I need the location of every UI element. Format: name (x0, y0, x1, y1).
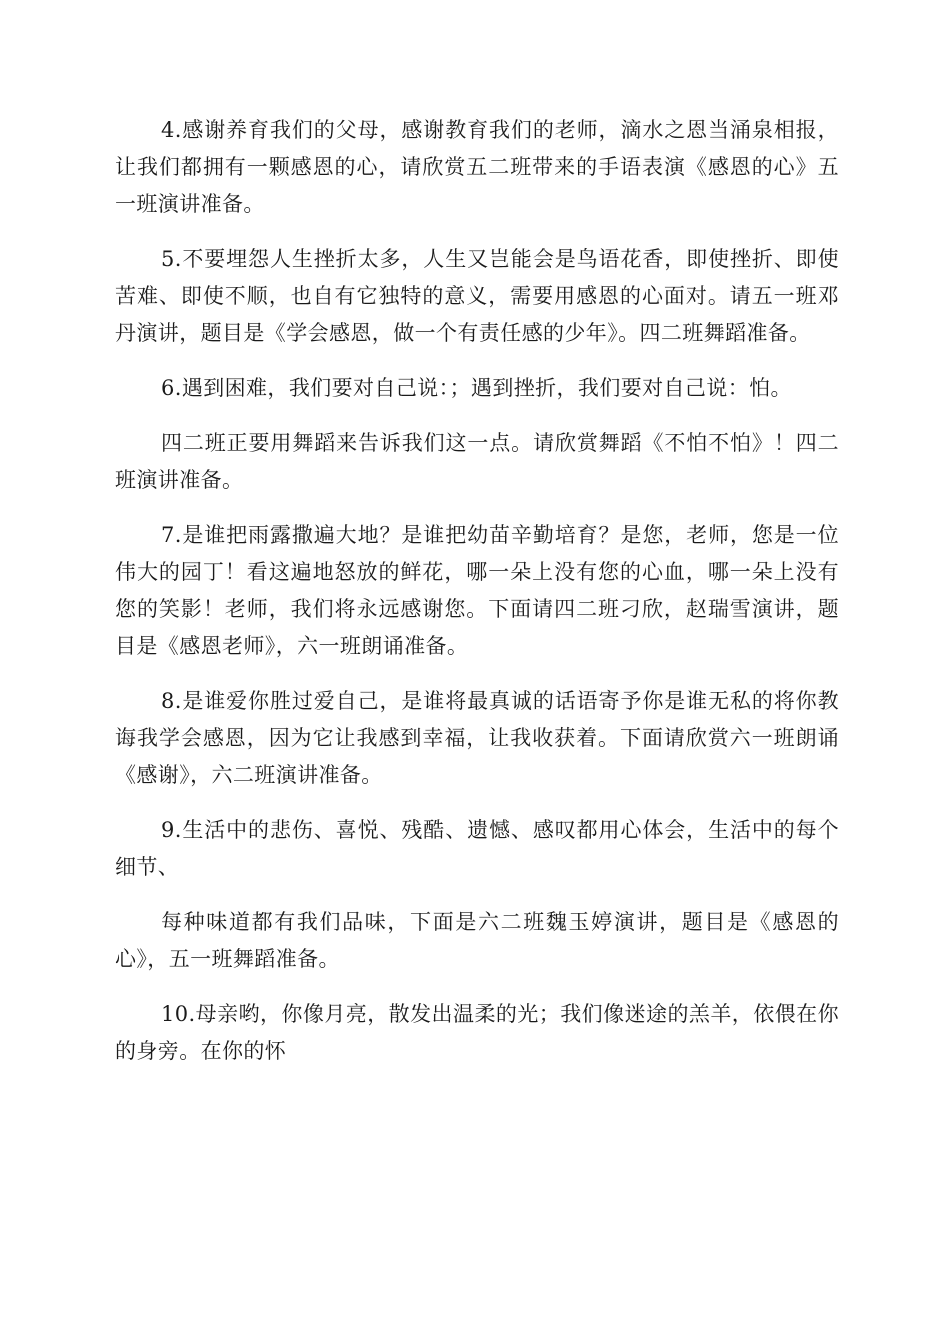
paragraph-8: 8.是谁爱你胜过爱自己，是谁将最真诚的话语寄予你是谁无私的将你教诲我学会感恩，因为它让我感到幸福，让我收获着。下面请欣赏六一班朗诵《感谢》，六二班演讲准备。 (115, 689, 839, 787)
paragraph-6: 6.遇到困难，我们要对自己说：；遇到挫折，我们要对自己说：怕。 (161, 376, 792, 400)
paragraph-10: 10.母亲哟，你像月亮，散发出温柔的光；我们像迷途的羔羊，依偎在你的身旁。在你的怀 (115, 1002, 839, 1063)
paragraph-6-continued: 四二班正要用舞蹈来告诉我们这一点。请欣赏舞蹈《不怕不怕》！四二班演讲准备。 (115, 431, 839, 492)
paragraph-4: 4.感谢养育我们的父母，感谢教育我们的老师，滴水之恩当涌泉相报，让我们都拥有一颗感恩的心，请欣赏五二班带来的手语表演《感恩的心》五一班演讲准备。 (115, 118, 839, 216)
paragraph-9: 9.生活中的悲伤、喜悦、残酷、遗憾、感叹都用心体会，生活中的每个细节、 (115, 818, 839, 879)
paragraph-9-continued: 每种味道都有我们品味，下面是六二班魏玉婷演讲，题目是《感恩的心》，五一班舞蹈准备。 (115, 910, 839, 971)
paragraph-5: 5.不要埋怨人生挫折太多，人生又岂能会是鸟语花香，即使挫折、即使苦难、即使不顺，也自有它独特的意义，需要用感恩的心面对。请五一班邓丹演讲，题目是《学会感恩，做一个有责任感的少年》。四二班舞蹈准备。 (115, 247, 839, 345)
document-page (115, 112, 839, 1088)
paragraph-7: 7.是谁把雨露撒遍大地？是谁把幼苗辛勤培育？是您，老师，您是一位伟大的园丁！看这遍地怒放的鲜花，哪一朵上没有您的心血，哪一朵上没有您的笑影！老师，我们将永远感谢您。下面请四二班刁欣，赵瑞雪演讲，题目是《感恩老师》，六一班朗诵准备。 (115, 523, 839, 658)
